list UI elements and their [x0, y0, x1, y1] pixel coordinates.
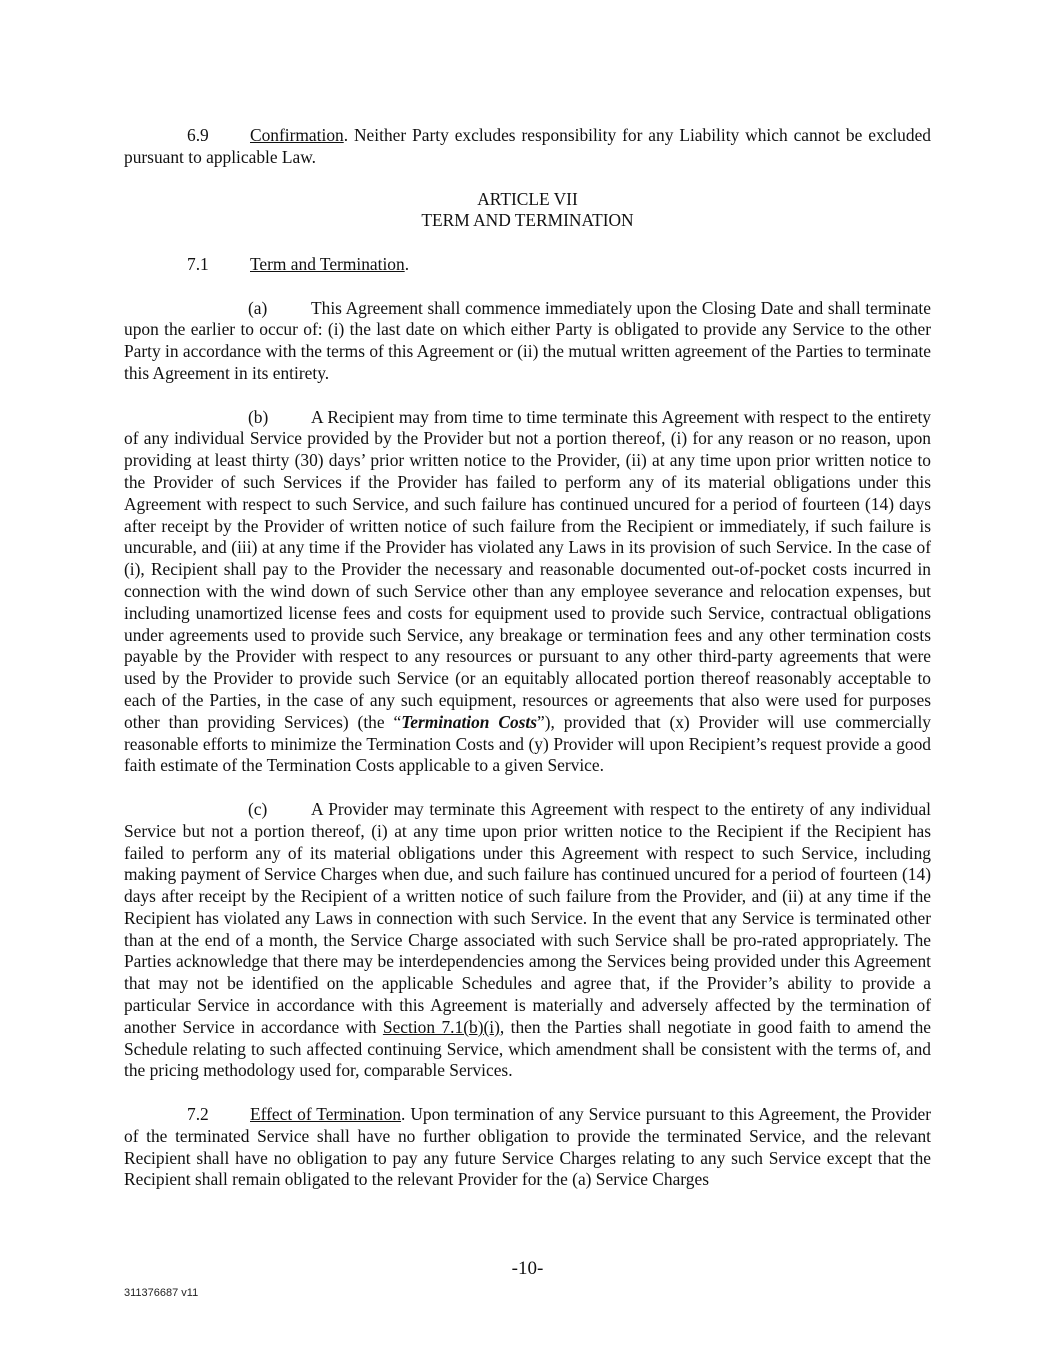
- section-heading: Term and Termination: [250, 253, 405, 274]
- section-number: 7.2: [187, 1104, 209, 1125]
- clause-label: (b): [248, 406, 269, 427]
- section-number: 6.9: [187, 125, 209, 145]
- clause-text: This Agreement shall commence immediately upon the Closing Date and shall terminate upon the earlier to occur of: (i) the last date on which either Party is obligated to provide any Service to the other Party in accordance with the terms of this Agreement or (ii) the mutual written agreement of the Parties to terminate this Agreement in its entirety.: [124, 297, 931, 383]
- section-heading: Confirmation: [250, 125, 344, 145]
- section-7-1-b: [124, 407, 931, 778]
- clause-label: (c): [248, 798, 268, 819]
- section-suffix: .: [404, 253, 410, 274]
- section-7-2: [124, 1104, 931, 1191]
- section-text: . Upon termination of any Service pursuant to this Agreement, the Provider of the terminated Service shall have no further obligation to provide the terminated Service, and the relevant Recipient shall have no obligation to pay any future Service Charges relating to any such Service except that the Recipient shall remain obligated to the relevant Provider for the (a) Service Charges: [124, 1104, 931, 1190]
- clause-text: A Recipient may from time to time terminate this Agreement with respect to the entirety of any individual Service provided by the Provider but not a portion thereof, (i) for any reason or no reason, upon providing at least thirty (30) days’ prior written notice to the Provider, (ii) at any time upon prior written notice to the Provider of such Services if the Provider has failed to perform any of its material obligations under this Agreement with respect to such Service, and such failure has continued uncured for a period of fourteen (14) days after receipt by the Provider of written notice of such failure from the Recipient or immediately, if such failure is uncurable, and (iii) at any time if the Provider has violated any Laws in its provision of such Service. In the case of (i), Recipient shall pay to the Provider the necessary and reasonable documented out-of-pocket costs incurred in connection with the wind down of such Service other than any employee severance and relocation expenses, but including unamortized license fees and costs for equipment used to provide such Service, contractual obligations under agreements used to provide such Service, any breakage or termination fees and any other termination costs payable by the Provider with respect to any resources or pursuant to any other third-party agreements that were used by the Provider to provide such Service (or an equitably allocated portion thereof reasonably acceptable to each of the Parties, in the case of any such equipment, resources or agreements that also were used for purposes other than providing Services) (the “: [124, 406, 931, 732]
- section-7-1-c: [124, 799, 931, 1082]
- section-cross-reference: Section 7.1(b)(i): [382, 1016, 500, 1037]
- section-text: . Neither Party excludes responsibility for any Liability which cannot be excluded pursuant to applicable Law.: [124, 125, 931, 167]
- section-heading: Effect of Termination: [250, 1104, 402, 1125]
- article-subtitle: TERM AND TERMINATION: [421, 210, 634, 231]
- section-7-1: [124, 254, 931, 276]
- clause-text-continued: ”), provided that (x) Provider will use commercially reasonable efforts to minimize the Termination Costs and (y) Provider will upon Recipient’s request provide a good faith estimate of the Termination Costs applicable to a given Service.: [124, 711, 932, 776]
- clause-text-continued: , then the Parties shall negotiate in good faith to amend the Schedule relating to such affected continuing Service, which amendment shall be consistent with the terms of, and the pricing methodology used for, comparable Services.: [124, 1016, 931, 1081]
- article-title: ARTICLE VII: [477, 188, 578, 209]
- section-number: 7.1: [187, 253, 209, 274]
- clause-label: (a): [248, 297, 268, 318]
- section-6-9: [124, 125, 931, 169]
- document-id: 311376687 v11: [124, 1287, 199, 1299]
- clause-text: A Provider may terminate this Agreement with respect to the entirety of any individual Service but not a portion thereof, (i) at any time upon prior written notice to the Recipient if the Recipient has failed to perform any of its material obligations under this Agreement with respect to such Service, including making payment of Service Charges when due, and such failure has continued uncured for a period of fourteen (14) days after receipt by the Recipient of a written notice of such failure from the Provider, and (ii) at any time if the Recipient has violated any Laws in connection with such Service. In the event that any Service is terminated other than at the end of a month, the Service Charge associated with such Service shall be pro-rated appropriately. The Parties acknowledge that there may be interdependencies among the Services being provided under this Agreement that may not be identified on the applicable Schedules and agree that, if the Provider’s ability to provide a particular Service in accordance with this Agreement is materially and adversely affected by the termination of another Service in accordance with: [124, 798, 931, 1037]
- defined-term: Termination Costs: [401, 711, 538, 732]
- section-7-1-a: [124, 298, 931, 385]
- document-body: [124, 125, 931, 1191]
- page-number: -10-: [511, 1258, 544, 1279]
